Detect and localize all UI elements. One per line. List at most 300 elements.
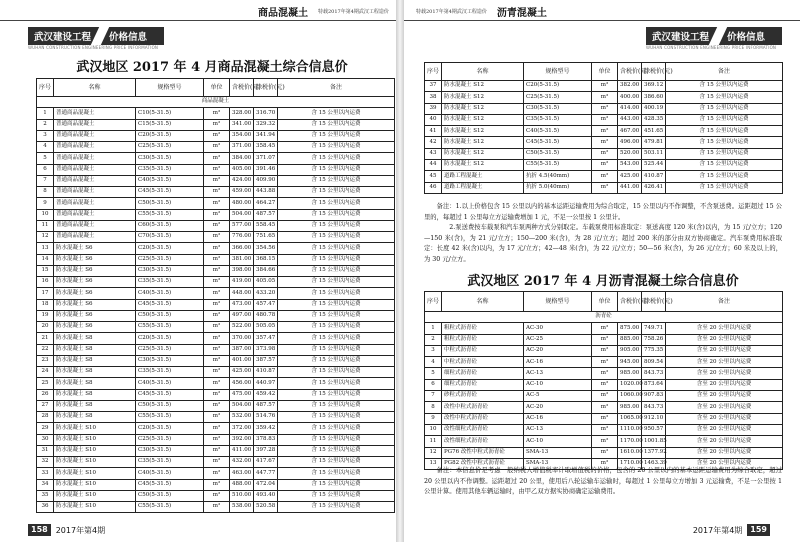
table-row xyxy=(37,412,395,423)
row-number: 5 xyxy=(425,368,442,379)
spec: C50(5-31.5) xyxy=(136,490,204,501)
remark: 含 15 公里以内运费 xyxy=(278,108,395,119)
price-with-tax: 1710.00 xyxy=(618,458,642,469)
unit: m³ xyxy=(592,92,618,103)
unit: m³ xyxy=(592,160,618,171)
spec: C35(5-31.5) xyxy=(136,457,204,468)
price-without-tax: 358.45 xyxy=(254,142,278,153)
unit: m³ xyxy=(592,391,618,402)
price-with-tax: 467.00 xyxy=(618,126,642,137)
remark: 含 15 公里以内运费 xyxy=(666,137,783,148)
spec: 抗折 5.0(40mm) xyxy=(524,182,592,193)
spec: AC-25 xyxy=(524,334,592,345)
unit: m³ xyxy=(204,232,230,243)
price-without-tax: 505.05 xyxy=(254,322,278,333)
row-number: 39 xyxy=(425,103,442,114)
row-number: 4 xyxy=(425,357,442,368)
price-without-tax: 443.88 xyxy=(254,187,278,198)
item-name: 防水混凝土 S6 xyxy=(54,322,136,333)
item-name: 普通商品混凝土 xyxy=(54,119,136,130)
price-without-tax: 451.65 xyxy=(642,126,666,137)
column-header: 含税价(元) xyxy=(618,292,642,312)
item-name: 防水混凝土 S8 xyxy=(54,378,136,389)
column-header: 规格型号 xyxy=(524,292,592,312)
price-with-tax: 400.00 xyxy=(618,92,642,103)
row-number: 6 xyxy=(37,164,54,175)
price-without-tax: 479.81 xyxy=(642,137,666,148)
table-row xyxy=(37,468,395,479)
price-with-tax: 776.00 xyxy=(230,232,254,243)
row-number: 43 xyxy=(425,148,442,159)
table-row xyxy=(37,254,395,265)
item-name: 普通商品混凝土 xyxy=(54,232,136,243)
spec: C20(5-31.5) xyxy=(136,423,204,434)
spec: C45(5-31.5) xyxy=(136,479,204,490)
unit: m³ xyxy=(204,277,230,288)
item-name: 防水混凝土 S8 xyxy=(54,400,136,411)
column-header: 备注 xyxy=(278,79,395,97)
price-with-tax: 372.00 xyxy=(230,423,254,434)
unit: m³ xyxy=(592,345,618,356)
item-name: 普通商品混凝土 xyxy=(54,209,136,220)
unit: m³ xyxy=(592,447,618,458)
remark: 含 15 公里以内运费 xyxy=(278,254,395,265)
table-row xyxy=(37,457,395,468)
price-with-tax: 504.00 xyxy=(230,400,254,411)
price-with-tax: 577.00 xyxy=(230,220,254,231)
remark: 含 15 公里以内运费 xyxy=(666,171,783,182)
right-footer-issue: 2017年第4期 xyxy=(692,525,743,535)
price-with-tax: 945.00 xyxy=(618,357,642,368)
item-name: PG82 改性中粒式沥青砼 xyxy=(442,458,524,469)
item-name: 防水混凝土 S12 xyxy=(442,92,524,103)
remark: 含 15 公里以内运费 xyxy=(666,81,783,92)
unit: m³ xyxy=(204,254,230,265)
spec: C40(5-31.5) xyxy=(524,126,592,137)
price-without-tax: 410.87 xyxy=(642,171,666,182)
price-without-tax: 400.19 xyxy=(642,103,666,114)
left-brand-subtitle: WUHAN CONSTRUCTION ENGINEERING PRICE INFORMATION xyxy=(28,45,159,50)
table-row xyxy=(425,357,783,368)
item-name: 防水混凝土 S12 xyxy=(442,126,524,137)
unit: m³ xyxy=(204,333,230,344)
price-without-tax: 503.11 xyxy=(642,148,666,159)
row-number: 11 xyxy=(37,220,54,231)
unit: m³ xyxy=(592,413,618,424)
unit: m³ xyxy=(204,175,230,186)
remark: 含至 20 公里以内运费 xyxy=(666,391,783,402)
left-page-number: 158 xyxy=(28,524,51,536)
spec: C15(5-31.5) xyxy=(136,119,204,130)
left-brand-a: 武汉建设工程 xyxy=(34,32,92,43)
table-row xyxy=(37,265,395,276)
column-header: 除税价(元) xyxy=(642,292,666,312)
price-without-tax: 758.26 xyxy=(642,334,666,345)
unit: m³ xyxy=(592,357,618,368)
unit: m³ xyxy=(592,148,618,159)
asphalt-page-title: 武汉地区 2017 年 4 月沥青混凝土综合信息价 xyxy=(467,274,739,289)
price-without-tax: 357.47 xyxy=(254,333,278,344)
spec: C35(5-31.5) xyxy=(524,114,592,125)
item-name: 防水混凝土 S6 xyxy=(54,277,136,288)
asphalt-note: 备注：本信息价是考虑一般纳税人增值税率计取增值税的价格，包含的 20 公里以内的基本运距运输费用为综合取定，超过 20 公里以内不作调整。运距超过 20 公里，使用后八轮运输车运输时，每超过 1 公里每立方增加 3 元运输费，不足一公里按 1 公里计算。使用其他车辆运输时，由甲乙双方据实协商确定运输费用。 xyxy=(424,467,782,495)
item-name: 防水混凝土 S12 xyxy=(442,114,524,125)
remark: 含至 20 公里以内运费 xyxy=(666,357,783,368)
price-with-tax: 885.00 xyxy=(618,334,642,345)
price-with-tax: 382.00 xyxy=(618,81,642,92)
table-header-row xyxy=(425,292,783,312)
price-without-tax: 514.76 xyxy=(254,412,278,423)
book-gutter xyxy=(396,0,404,542)
price-without-tax: 749.71 xyxy=(642,323,666,334)
section-row xyxy=(425,312,783,323)
price-without-tax: 341.94 xyxy=(254,130,278,141)
item-name: 改性中粒式沥青砼 xyxy=(442,402,524,413)
row-number: 45 xyxy=(425,171,442,182)
remark: 含 15 公里以内运费 xyxy=(278,277,395,288)
remark: 含至 20 公里以内运费 xyxy=(666,402,783,413)
spec: C20(5-31.5) xyxy=(524,81,592,92)
price-without-tax: 459.42 xyxy=(254,389,278,400)
unit: m³ xyxy=(204,378,230,389)
price-without-tax: 487.57 xyxy=(254,400,278,411)
asphalt-price-table xyxy=(424,291,783,470)
table-row xyxy=(37,400,395,411)
item-name: 防水混凝土 S10 xyxy=(54,490,136,501)
row-number: 36 xyxy=(37,502,54,513)
remark: 含 15 公里以内运费 xyxy=(666,114,783,125)
concrete-note-1: 备注：1.以上价格包含 15 公里以内的基本运距运输费用为综合取定，15 公里以内不作调整，不含泵送费。运距超过 15 公里的，每超过 1 公里每立方运输费增加 1 元，不足一公里按 1 公里计。 xyxy=(424,203,782,221)
spec: C20(5-31.5) xyxy=(136,333,204,344)
item-name: 普通商品混凝土 xyxy=(54,198,136,209)
column-header: 单位 xyxy=(592,292,618,312)
table-row xyxy=(425,413,783,424)
table-row xyxy=(37,434,395,445)
remark: 含 15 公里以内运费 xyxy=(666,126,783,137)
price-with-tax: 496.00 xyxy=(618,137,642,148)
left-header-section: 商品混凝土 xyxy=(258,8,308,19)
spec: C40(5-31.5) xyxy=(136,175,204,186)
price-with-tax: 985.00 xyxy=(618,402,642,413)
price-without-tax: 391.46 xyxy=(254,164,278,175)
right-brand-a: 武汉建设工程 xyxy=(652,32,710,43)
price-without-tax: 371.07 xyxy=(254,153,278,164)
spec: C25(5-31.5) xyxy=(136,434,204,445)
left-page-title: 武汉地区 2017 年 4 月商品混凝土综合信息价 xyxy=(76,60,348,75)
spec: C55(5-31.5) xyxy=(136,209,204,220)
table-row xyxy=(37,423,395,434)
remark: 含 15 公里以内运费 xyxy=(278,153,395,164)
remark: 含 15 公里以内运费 xyxy=(278,412,395,423)
price-without-tax: 912.10 xyxy=(642,413,666,424)
price-without-tax: 1463.39 xyxy=(642,458,666,469)
price-with-tax: 425.00 xyxy=(230,367,254,378)
row-number: 7 xyxy=(425,391,442,402)
spec: C30(5-31.5) xyxy=(524,103,592,114)
remark: 含 15 公里以内运费 xyxy=(278,187,395,198)
concrete-note-2: 2.泵送费按车载泵和汽车泵两种方式分别取定。车载泵费用标准取定：泵送高度 120 米(含)以内，为 15 元/立方；120—150 米(含)，为 21 元/立方；150—200 米(含)，为 28 元/立方；超过 200 米的部分由双方协商确定。汽车泵费用标准取定：长度 42 米(含)以内，为 17 元/立方；42—48 米(含)，为 22 元/立方；50—56 米(含)，为 26 元/立方；60 米及以上的，为 30 元/立方。 xyxy=(424,224,782,263)
row-number: 27 xyxy=(37,400,54,411)
row-number: 33 xyxy=(37,468,54,479)
table-row xyxy=(37,243,395,254)
price-without-tax: 751.65 xyxy=(254,232,278,243)
price-with-tax: 510.00 xyxy=(230,490,254,501)
unit: m³ xyxy=(204,265,230,276)
spec: C10(5-31.5) xyxy=(136,108,204,119)
remark: 含至 20 公里以内运费 xyxy=(666,424,783,435)
table-row xyxy=(425,103,783,114)
item-name: 防水混凝土 S10 xyxy=(54,434,136,445)
remark: 含 15 公里以内运费 xyxy=(666,148,783,159)
price-with-tax: 985.00 xyxy=(618,368,642,379)
concrete-price-table xyxy=(36,78,395,513)
left-brand-b: 价格信息 xyxy=(109,32,148,43)
unit: m³ xyxy=(204,412,230,423)
price-with-tax: 419.00 xyxy=(230,277,254,288)
unit: m³ xyxy=(204,299,230,310)
unit: m³ xyxy=(592,81,618,92)
item-name: 防水混凝土 S12 xyxy=(442,81,524,92)
table-row xyxy=(37,479,395,490)
remark: 含 15 公里以内运费 xyxy=(278,265,395,276)
spec: AC-30 xyxy=(524,323,592,334)
price-with-tax: 480.00 xyxy=(230,198,254,209)
row-number: 9 xyxy=(37,198,54,209)
price-without-tax: 520.58 xyxy=(254,502,278,513)
item-name: 防水混凝土 S12 xyxy=(442,103,524,114)
unit: m³ xyxy=(204,502,230,513)
remark: 含至 20 公里以内运费 xyxy=(666,368,783,379)
row-number: 13 xyxy=(425,458,442,469)
column-header: 规格型号 xyxy=(524,63,592,81)
spec: AC-10 xyxy=(524,379,592,390)
item-name: 防水混凝土 S10 xyxy=(54,457,136,468)
price-without-tax: 480.78 xyxy=(254,310,278,321)
price-with-tax: 448.00 xyxy=(230,288,254,299)
spec: C55(5-31.5) xyxy=(136,412,204,423)
item-name: 粗粒式沥青砼 xyxy=(442,323,524,334)
remark: 含 15 公里以内运费 xyxy=(278,445,395,456)
spec: C60(5-31.5) xyxy=(136,220,204,231)
table-row xyxy=(37,142,395,153)
item-name: 道路工程混凝土 xyxy=(442,171,524,182)
unit: m³ xyxy=(592,114,618,125)
item-name: 防水混凝土 S8 xyxy=(54,412,136,423)
table-row xyxy=(37,220,395,231)
row-number: 8 xyxy=(425,402,442,413)
table-row xyxy=(37,209,395,220)
row-number: 2 xyxy=(425,334,442,345)
price-with-tax: 411.00 xyxy=(230,445,254,456)
price-with-tax: 1065.00 xyxy=(618,413,642,424)
left-brand-banner xyxy=(28,27,164,45)
table-row xyxy=(425,368,783,379)
remark: 含 15 公里以内运费 xyxy=(278,130,395,141)
unit: m³ xyxy=(204,445,230,456)
price-without-tax: 843.73 xyxy=(642,402,666,413)
spec: AC-20 xyxy=(524,345,592,356)
price-with-tax: 1110.00 xyxy=(618,424,642,435)
price-with-tax: 384.00 xyxy=(230,153,254,164)
price-with-tax: 405.00 xyxy=(230,164,254,175)
spec: C40(5-31.5) xyxy=(136,288,204,299)
spec: AC-20 xyxy=(524,402,592,413)
item-name: 普通商品混凝土 xyxy=(54,175,136,186)
unit: m³ xyxy=(204,209,230,220)
price-without-tax: 329.32 xyxy=(254,119,278,130)
remark: 含 15 公里以内运费 xyxy=(278,378,395,389)
column-header: 含税价(元) xyxy=(230,79,254,97)
item-name: 普通商品混凝土 xyxy=(54,164,136,175)
table-row xyxy=(425,323,783,334)
price-without-tax: 410.87 xyxy=(254,367,278,378)
price-without-tax: 843.73 xyxy=(642,368,666,379)
price-without-tax: 464.27 xyxy=(254,198,278,209)
unit: m³ xyxy=(204,288,230,299)
unit: m³ xyxy=(204,198,230,209)
spec: AC-16 xyxy=(524,413,592,424)
remark: 含 15 公里以内运费 xyxy=(278,220,395,231)
price-with-tax: 341.00 xyxy=(230,119,254,130)
unit: m³ xyxy=(592,182,618,193)
price-without-tax: 809.54 xyxy=(642,357,666,368)
price-with-tax: 473.00 xyxy=(230,299,254,310)
item-name: 防水混凝土 S10 xyxy=(54,423,136,434)
price-without-tax: 409.90 xyxy=(254,175,278,186)
price-without-tax: 386.60 xyxy=(642,92,666,103)
row-number: 8 xyxy=(37,187,54,198)
remark: 含 15 公里以内运费 xyxy=(278,457,395,468)
spec: AC-16 xyxy=(524,357,592,368)
column-header: 单位 xyxy=(592,63,618,81)
unit: m³ xyxy=(204,164,230,175)
row-number: 38 xyxy=(425,92,442,103)
table-row xyxy=(425,402,783,413)
table-row xyxy=(37,333,395,344)
price-with-tax: 398.00 xyxy=(230,265,254,276)
column-header: 备注 xyxy=(666,292,783,312)
unit: m³ xyxy=(204,119,230,130)
row-number: 17 xyxy=(37,288,54,299)
price-with-tax: 443.00 xyxy=(618,114,642,125)
unit: m³ xyxy=(592,458,618,469)
row-number: 3 xyxy=(425,345,442,356)
price-without-tax: 417.67 xyxy=(254,457,278,468)
table-row xyxy=(37,288,395,299)
right-brand-subtitle: WUHAN CONSTRUCTION ENGINEERING PRICE INFORMATION xyxy=(646,45,777,50)
left-header-rule xyxy=(0,20,396,21)
column-header: 名称 xyxy=(442,292,524,312)
row-number: 31 xyxy=(37,445,54,456)
table-row xyxy=(425,126,783,137)
row-number: 46 xyxy=(425,182,442,193)
remark: 含 15 公里以内运费 xyxy=(278,322,395,333)
table-row xyxy=(425,447,783,458)
remark: 含至 20 公里以内运费 xyxy=(666,334,783,345)
price-without-tax: 493.40 xyxy=(254,490,278,501)
remark: 含 15 公里以内运费 xyxy=(278,333,395,344)
table-row xyxy=(37,232,395,243)
row-number: 11 xyxy=(425,436,442,447)
price-without-tax: 457.47 xyxy=(254,299,278,310)
row-number: 7 xyxy=(37,175,54,186)
unit: m³ xyxy=(592,436,618,447)
remark: 含 15 公里以内运费 xyxy=(278,243,395,254)
column-header: 名称 xyxy=(54,79,136,97)
spec: C35(5-31.5) xyxy=(136,277,204,288)
item-name: 改性中粒式沥青砼 xyxy=(442,413,524,424)
section-label: 商品混凝土 xyxy=(37,97,395,108)
row-number: 20 xyxy=(37,322,54,333)
remark: 含 15 公里以内运费 xyxy=(278,389,395,400)
remark: 含至 20 公里以内运费 xyxy=(666,458,783,469)
unit: m³ xyxy=(204,434,230,445)
price-without-tax: 447.77 xyxy=(254,468,278,479)
table-row xyxy=(37,378,395,389)
remark: 含 15 公里以内运费 xyxy=(666,92,783,103)
table-row xyxy=(425,436,783,447)
table-row xyxy=(37,299,395,310)
unit: m³ xyxy=(592,334,618,345)
price-without-tax: 1377.92 xyxy=(642,447,666,458)
unit: m³ xyxy=(204,457,230,468)
item-name: 细粒式沥青砼 xyxy=(442,368,524,379)
price-without-tax: 316.70 xyxy=(254,108,278,119)
remark: 含 15 公里以内运费 xyxy=(278,164,395,175)
spec: AC-13 xyxy=(524,424,592,435)
table-row xyxy=(37,187,395,198)
item-name: 防水混凝土 S6 xyxy=(54,265,136,276)
row-number: 25 xyxy=(37,378,54,389)
price-without-tax: 472.04 xyxy=(254,479,278,490)
item-name: 防水混凝土 S8 xyxy=(54,389,136,400)
unit: m³ xyxy=(204,389,230,400)
unit: m³ xyxy=(592,171,618,182)
spec: SMA-13 xyxy=(524,458,592,469)
spec: C40(5-31.5) xyxy=(136,468,204,479)
row-number: 37 xyxy=(425,81,442,92)
spec: AC-13 xyxy=(524,368,592,379)
unit: m³ xyxy=(204,187,230,198)
left-footer xyxy=(28,524,105,536)
price-without-tax: 775.35 xyxy=(642,345,666,356)
unit: m³ xyxy=(592,126,618,137)
column-header: 规格型号 xyxy=(136,79,204,97)
spec: C20(5-31.5) xyxy=(136,130,204,141)
left-page xyxy=(0,0,396,542)
row-number: 19 xyxy=(37,310,54,321)
price-with-tax: 459.00 xyxy=(230,187,254,198)
column-header: 名称 xyxy=(442,63,524,81)
right-header-section: 沥青混凝土 xyxy=(496,8,547,19)
left-header-note: 特载2017年第4期武汉工程造价 xyxy=(318,9,389,15)
table-row xyxy=(37,445,395,456)
price-without-tax: 405.05 xyxy=(254,277,278,288)
unit: m³ xyxy=(592,379,618,390)
table-row xyxy=(37,367,395,378)
price-with-tax: 543.00 xyxy=(618,160,642,171)
spec: C25(5-31.5) xyxy=(136,254,204,265)
spec: C25(5-31.5) xyxy=(524,92,592,103)
item-name: 防水混凝土 S6 xyxy=(54,310,136,321)
left-page-header xyxy=(258,6,389,17)
item-name: 粗粒式沥青砼 xyxy=(442,334,524,345)
price-with-tax: 424.00 xyxy=(230,175,254,186)
remark: 含 15 公里以内运费 xyxy=(666,103,783,114)
item-name: 防水混凝土 S8 xyxy=(54,367,136,378)
spec: C30(5-31.5) xyxy=(136,265,204,276)
column-header: 序号 xyxy=(37,79,54,97)
